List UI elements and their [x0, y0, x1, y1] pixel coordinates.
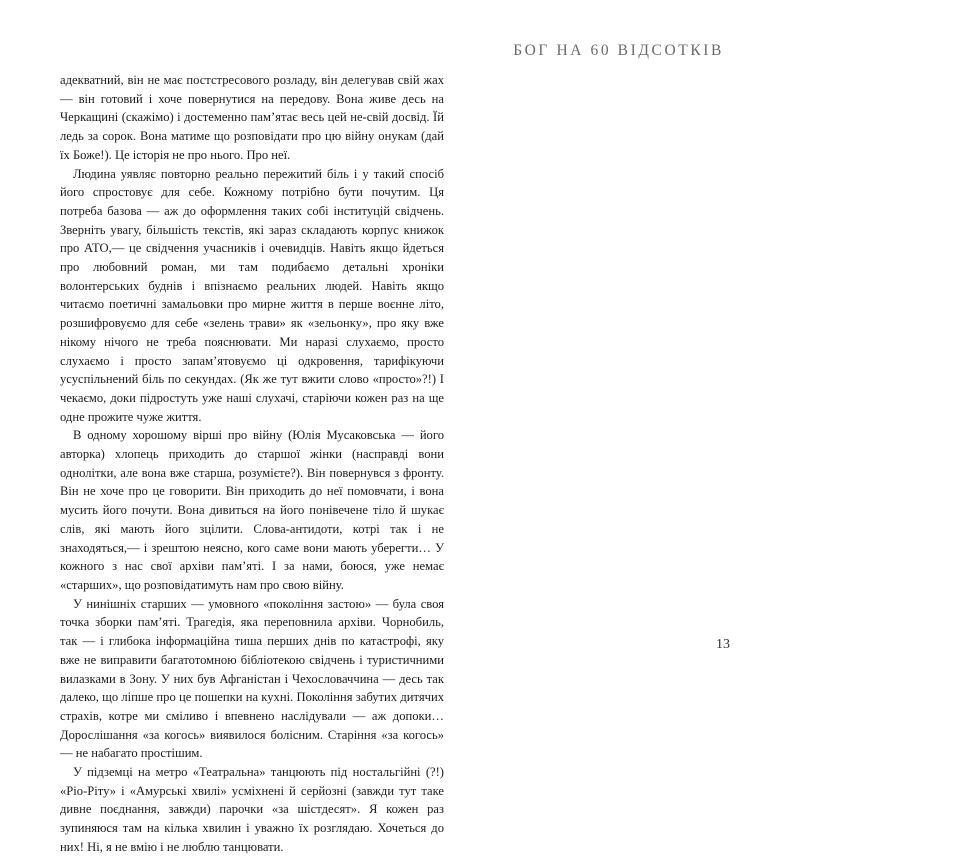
paragraph: Людина уявляє повторно реально пережитий біль і у такий спосіб його спростовує для себе. Кожному потрібно бути почутим. Ця потреба базова — аж до оформлення таких собі інституцій свідчень. Зверніть увагу, більшість текстів, які зараз складають корпус книжок про АТО,— це свідчення учасників і очевидців. Навіть якщо йдеться про любовний роман, ми там подибаємо детальні хроніки волонтерських буднів і впізнаємо реальних людей. Навіть якщо читаємо поетичні замальовки про мирне життя в перше воєнне літо, розшифровуємо для себе «зелень трави» як «зельонку», про яку вже нікому нічого не треба пояснювати. Ми наразі слухаємо, просто слухаємо і просто запам’ятовуємо ці одкровення, тарифікуючи усуспільнений біль по секундах. (Як же тут вжити слово «просто»?!) І чекаємо, доки підростуть уже наші слухачі, старіючи кожен раз на ще одне прожите чуже життя.: [60, 166, 444, 424]
paragraph: У нинішніх старших — умовного «покоління застою» — була своя точка зборки пам’яті. Трагедія, яка переповнила архіви. Чорнобиль, так — і глибока інформаційна тиша перших днів по катастрофі, яку вже не виправити багатотомною бібліотекою свідчень і туристичними вилазками в Зону. У них був Афганістан і Чехословаччина — десь так далеко, що ліпше про це пошепки на кухні. Покоління забутих дитячих страхів, котре ми сміливо і впевнено наслідували — аж допоки… Дорослішання «за когось» виявилося болісним. Старіння «за когось» — не набагато простішим.: [60, 596, 444, 761]
paragraph: В одному хорошому вірші про війну (Юлія Мусаковська — його авторка) хлопець приходить до старшої жінки (насправді вони однолітки, але вона вже старша, розумієте?). Він повернувся з фронту. Він не хоче про це говорити. Він приходить до неї помовчати, і вона мусить його почути. Вона дивиться на його понівечене тіло й шукає слів, які мають його зцілити. Слова-антидоти, котрі так і не знаходяться,— і зрештою неясно, кого саме вони мають уберегти… У кожного з нас свої архіви пам’яті. І за нами, боюся, уже немає «старших», що розповідатимуть нам про свою війну.: [60, 428, 444, 592]
body-text: [60, 71, 444, 857]
paragraph: адекватний, він не має постстресового розладу, він делегував свій жах — він готовий і хоче повернутися на передову. Вона живе десь на Черкащині (скажімо) і достеменно пам’ятає весь цей не-свій досвід. Їй ледь за сорок. Вона матиме що розповідати про цю війну онукам (дай їх Боже!). Це історія не про нього. Про неї.: [60, 73, 444, 162]
running-head: БОГ НА 60 ВІДСОТКІВ: [513, 42, 724, 59]
paragraph: У підземці на метро «Театральна» танцюють під ностальгійні (?!) «Ріо-Ріту» і «Амурські хвилі» усміхнені й серйозні (завжди тут таке дивне поєднання, завжди) парочки «за шістдесят». Я кожен раз зупиняюся там на кілька хвилин і уважно їх розглядаю. Хочеться до них! Ні, я не вмію і не люблю танцювати.: [60, 765, 444, 854]
page-number: 13: [716, 637, 730, 652]
